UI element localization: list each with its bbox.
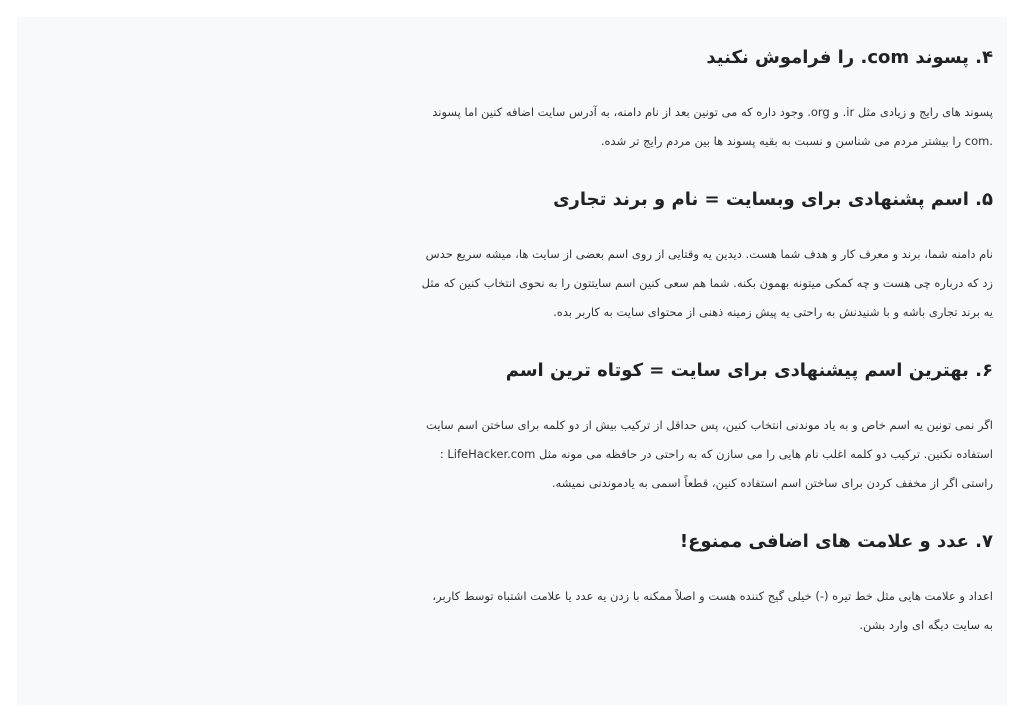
paragraph-line: نام دامنه شما، برند و معرف کار و هدف شما هست. دیدین یه وقتایی از روی اسم بعضی از سایت ها، میشه سریع حدس — [425, 247, 993, 261]
section-heading: ۴. پسوند com. را فراموش نکنید — [706, 47, 993, 68]
section-heading: ۵. اسم پشنهادی برای وبسایت = نام و برند تجاری — [553, 189, 993, 210]
article-content — [353, 43, 993, 640]
paragraph-line: زد که درباره چی هست و چه کمکی میتونه بهمون بکنه. شما هم سعی کنین اسم سایتتون را به نحوی انتخاب کنین که مثل — [421, 276, 993, 290]
section-5 — [353, 185, 993, 356]
paragraph-line: پسوند های رایج و زیادی مثل ir. و org. وجود داره که می تونین بعد از نام دامنه، به آدرس سایت اضافه کنین اما پسوند — [432, 105, 993, 119]
section-heading: ۶. بهترین اسم پیشنهادی برای سایت = کوتاه ترین اسم — [505, 360, 993, 381]
paragraph-line: اگر نمی تونین یه اسم خاص و به یاد موندنی انتخاب کنین، پس حداقل از ترکیب بیش از دو کلمه برای ساختن اسم سایت — [426, 418, 993, 432]
section-4 — [353, 43, 993, 185]
paragraph-line: اعداد و علامت هایی مثل خط تیره (-) خیلی گیج کننده هست و اصلاً ممکنه با زدن یه عدد یا علامت اشتباه توسط کاربر، — [432, 589, 993, 603]
section-heading: ۷. عدد و علامت های اضافی ممنوع! — [679, 531, 993, 552]
paragraph-line: استفاده نکنین. ترکیب دو کلمه اغلب نام هایی را می سازن که به راحتی در حافظه می مونه مثل LifeHacker.com : — [439, 447, 993, 461]
section-7 — [353, 527, 993, 640]
section-6 — [353, 356, 993, 527]
paragraph-line: به سایت دیگه ای وارد بشن. — [859, 618, 993, 632]
paragraph-line: .com را بیشتر مردم می شناسن و نسبت به بقیه پسوند ها بین مردم رایج تر شده. — [600, 134, 993, 148]
paragraph-line: راستی اگر از مخفف کردن برای ساختن اسم استفاده کنین، قطعاً اسمی به یادموندنی نمیشه. — [551, 476, 993, 490]
article-card — [17, 17, 1007, 705]
paragraph-line: یه برند تجاری باشه و با شنیدنش به راحتی یه پیش زمینه ذهنی از محتوای سایت به کاربر بده. — [553, 305, 993, 319]
